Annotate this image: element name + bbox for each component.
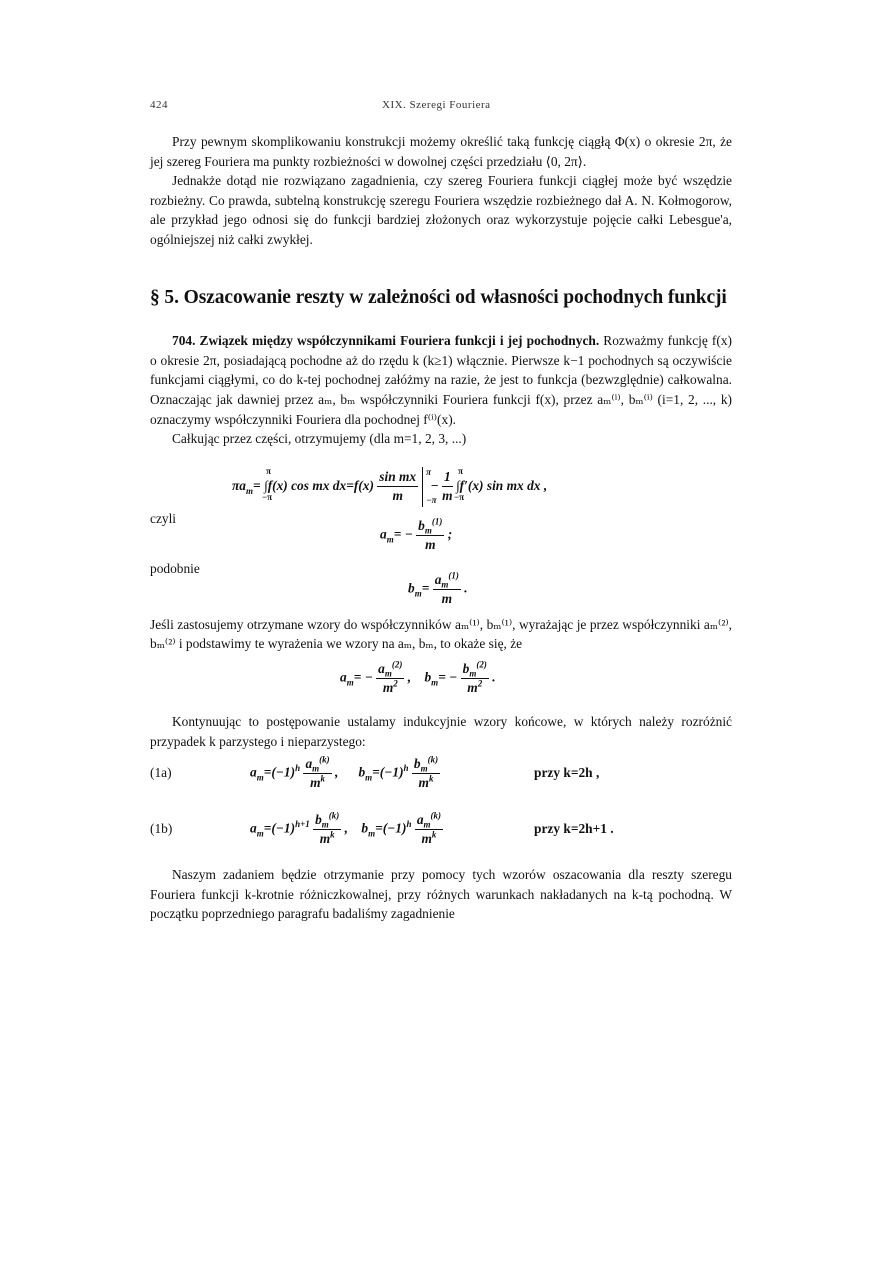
chapter-title: XIX. Szeregi Fouriera [382,99,491,111]
equation-1a-formula: $a_m=(-1)^h$ $\frac{a_m^{(k)}}{m^k}$ , $b_m=(-1)^h$ $\frac{b_m^{(k)}}{m^k}$ [250,754,439,791]
paragraph-induction: Kontynuując to postępowanie ustalamy indukcyjnie wzory końcowe, w których należy rozróżnić przypadek k parzystego i nieparzystego: [150,713,732,749]
running-header [150,96,732,114]
equation-second-formula: $a_m=$ − $\frac{a_m^{(2)}}{m^2}$ , $b_m=$ − $\frac{b_m^{(2)}}{m^2}$ . [340,659,496,695]
paragraph-704 [150,331,732,429]
page-number: 424 [150,99,168,111]
equation-1a [150,751,732,807]
equation-integration [150,449,732,509]
paragraph-after: Jeśli zastosujemy otrzymane wzory do współczynników aₘ⁽¹⁾, bₘ⁽¹⁾, wyrażając je przez współczynniki aₘ⁽²⁾, bₘ⁽²⁾ i podstawimy te wyrażenia we wzory na aₘ, bₘ, to okaże się, że [150,616,732,652]
section-title: § 5. Oszacowanie reszty w zależności od własności pochodnych funkcji [150,286,727,308]
equation-1b [150,807,732,865]
subsection-text: Rozważmy funkcję f(x) o okresie 2π, posiadającą pochodne aż do rzędu k (k≥1) włącznie. Pierwsze k−1 pochodnych są oczywiście funkcjami ciągłymi, co do k-tej pochodnej załóżmy na razie, że jest to funkcja (bezwzględnie) całkowalna. Oznaczając jak dawniej przez aₘ, bₘ współczynniki Fouriera funkcji f(x), przez aₘ⁽ⁱ⁾, bₘ⁽ⁱ⁾ (i=1, 2, ..., k) oznaczymy współczynniki Fouriera dla pochodnej f⁽ⁱ⁾(x). [150,333,732,427]
condition-1a: przy k=2h , [534,765,600,781]
integration-line: Całkując przez części, otrzymujemy (dla m=1, 2, 3, ...) [172,431,467,447]
label-1a: (1a) [150,765,172,781]
label-czyli: czyli [150,510,177,526]
label-1b: (1b) [150,821,173,837]
equation-second [150,654,732,712]
equation-1b-formula: $a_m=(-1)^{h+1}$ $\frac{b_m^{(k)}}{m^k}$ , $b_m=(-1)^h$ $\frac{a_m^{(k)}}{m^k}$ [250,810,442,847]
paragraph-1: Przy pewnym skomplikowaniu konstrukcji możemy określić taką funkcję ciągłą Φ(x) o okresie 2π, że jej szereg Fouriera ma punkty rozbieżności w dowolnej części przedziału ⟨0, 2π⟩. [150,134,732,169]
equation-am-formula: $a_m=$ − $\frac{b_m^{(1)}}{m}$ ; [380,516,453,552]
paragraph-2: Jednakże dotąd nie rozwiązano zagadnienia, czy szereg Fouriera funkcji ciągłej może być wszędzie rozbieżny. Co prawda, subtelną konstrukcję szeregu Fouriera wszędzie rozbieżnego dał A. N. Kołmogorow, ale przykład jego odnosi się do funkcji bardziej złożonych oraz wykorzystuje pojęcie całki Lebesgue'a, ogólniejszej niż całki zwykłej. [150,173,732,247]
page [150,96,732,924]
subsection-title: 704. Związek między współczynnikami Fouriera funkcji i jej pochodnych. [172,333,600,349]
equation-bm [150,559,732,615]
equation-bm-formula: $b_m=$ $\frac{a_m^{(1)}}{m}$ . [408,570,468,606]
paragraph-last: Naszym zadaniem będzie otrzymanie przy pomocy tych wzorów oszacowania dla reszty szeregu Fouriera funkcji k-krotnie różniczkowalnej, przy różnych warunkach nakładanych na k-tą pochodną. W początku poprzedniego paragrafu badaliśmy zagadnienie [150,867,732,922]
equation-am [150,509,732,559]
equation-integration-formula: $\pi a_m=$ π ∫ −π f(x) cos mx dx=f(x) $\frac{\text{sin mx}}{m}$ π −π − $\frac{1}{m}$ π ∫ −π f′(x) sin mx dx , [232,465,548,506]
label-podobnie: podobnie [150,560,200,576]
condition-1b: przy k=2h+1 . [534,821,614,837]
